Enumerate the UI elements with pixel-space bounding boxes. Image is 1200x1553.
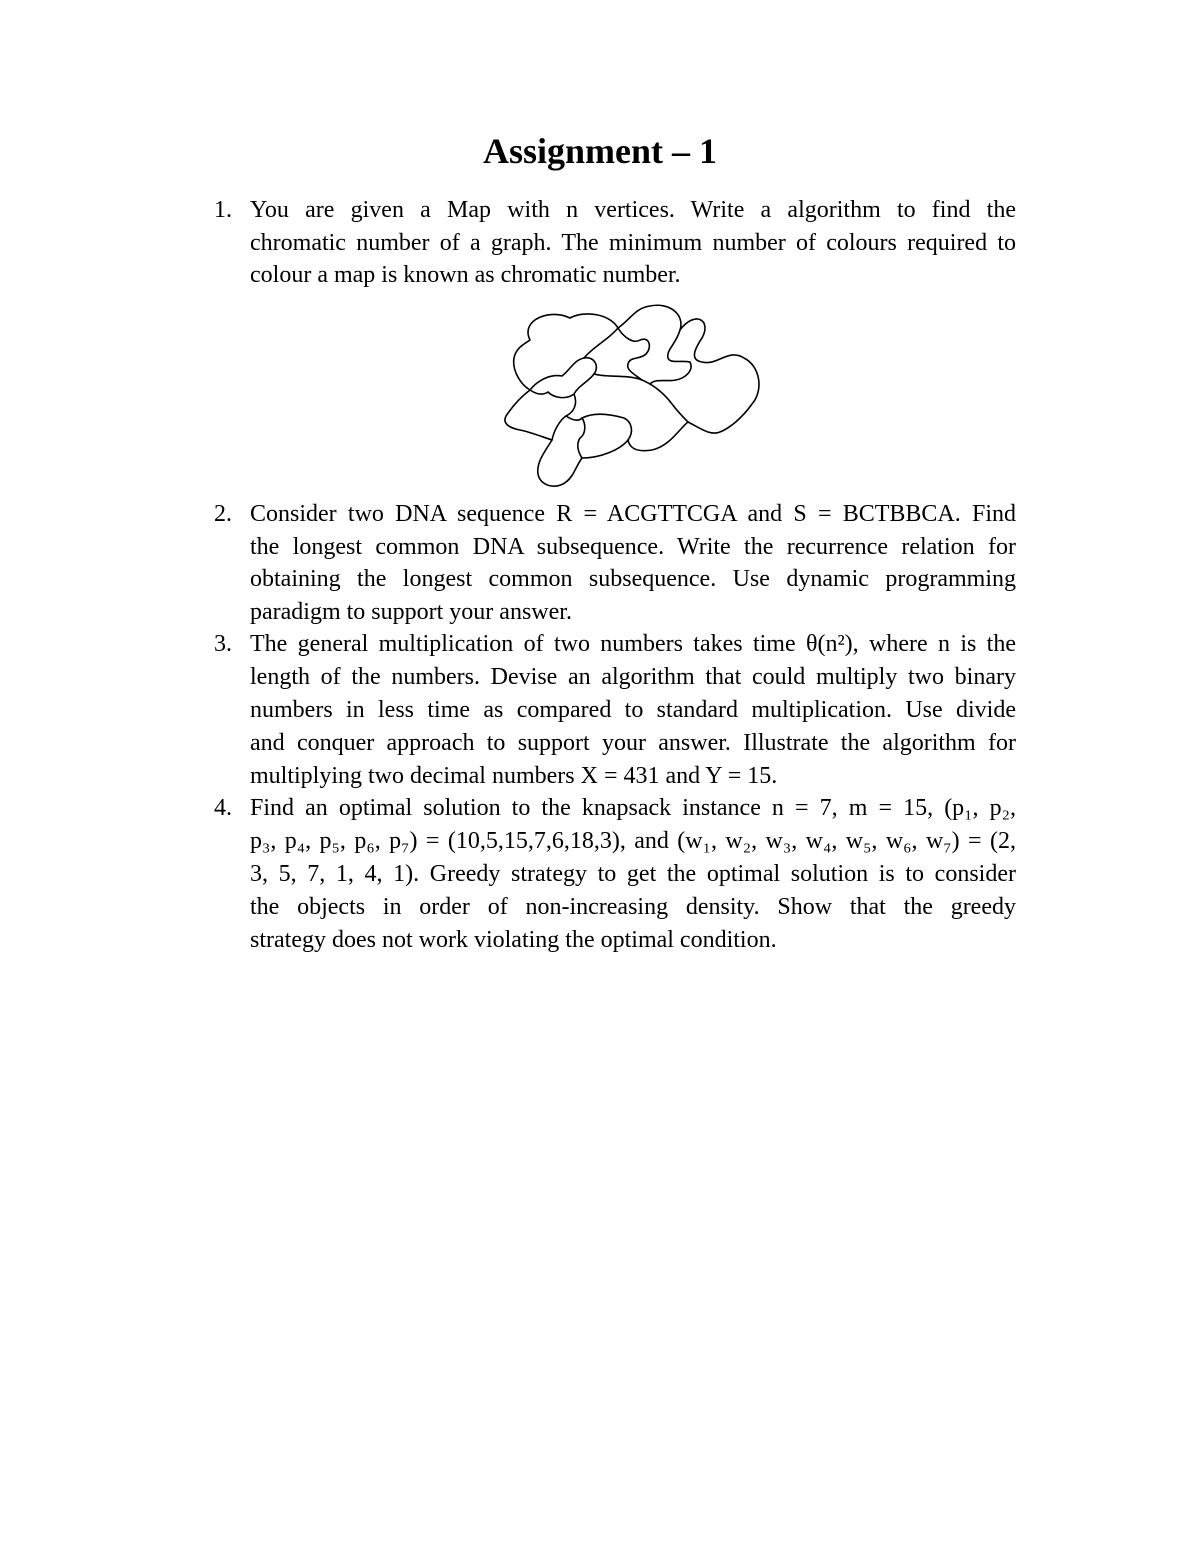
map-regions-drawing [490, 300, 780, 500]
question-4-text [250, 792, 1016, 957]
map-outer-boundary [505, 305, 759, 486]
question-2-line-2: the longest common DNA subsequence. Write the recurrence relation for [250, 533, 1016, 560]
map-illustration [490, 300, 780, 500]
map-divider-lower [552, 394, 576, 440]
question-4-line-5: strategy does not work violating the optimal condition. [250, 927, 777, 953]
question-2-line-1: Consider two DNA sequence R = ACGTTCGA and S = BCTBBCA. Find [250, 501, 1016, 527]
question-2-line-3: obtaining the longest common subsequence. Use dynamic programming [250, 566, 1016, 592]
question-1-line-1: You are given a Map with n vertices. Write a algorithm to find the [250, 197, 1016, 223]
question-2-number: 2. [214, 501, 232, 527]
question-3-line-3: numbers in less time as compared to standard multiplication. Use divide [250, 697, 1016, 723]
map-divider-right [650, 330, 691, 384]
map-region-left [530, 358, 596, 398]
question-4-line-4: the objects in order of non-increasing density. Show that the greedy [250, 894, 1016, 920]
question-1-text [250, 194, 1016, 292]
question-1-line-2: chromatic number of a graph. The minimum number of colours required to [250, 229, 1016, 256]
question-1-line-3: colour a map is known as chromatic number. [250, 262, 681, 288]
question-4-number: 4. [214, 795, 232, 821]
question-2-line-4: paradigm to support your answer. [250, 598, 572, 625]
question-4-line-3: 3, 5, 7, 1, 4, 1). Greedy strategy to get the optimal solution is to consider [250, 861, 1016, 887]
question-3-line-5: multiplying two decimal numbers X = 431 and Y = 15. [250, 763, 778, 789]
page-title: Assignment – 1 [482, 131, 718, 171]
map-divider-upper [618, 328, 649, 380]
map-divider-center [584, 328, 618, 358]
question-3-line-1: The general multiplication of two numbers takes time θ(n²), where n is the [250, 631, 1016, 657]
question-3-line-4: and conquer approach to support your answer. Illustrate the algorithm for [250, 730, 1016, 756]
question-2-text [250, 498, 1016, 628]
question-1-number: 1. [214, 197, 232, 223]
question-3-text [250, 628, 1016, 793]
map-divider-bottom-left [566, 416, 585, 458]
question-3-line-2: length of the numbers. Devise an algorithm that could multiply two binary [250, 664, 1016, 690]
question-4-line-2: p₃, p₄, p₅, p₆, p₇) = (10,5,15,7,6,18,3), and (w₁, w₂, w₃, w₄, w₅, w₆, w₇) = (2, [250, 828, 1016, 854]
question-4-line-1: Find an optimal solution to the knapsack instance n = 7, m = 15, (p₁, p₂, [250, 795, 1016, 821]
question-3-number: 3. [214, 631, 232, 657]
map-divider-bottom [582, 414, 631, 440]
